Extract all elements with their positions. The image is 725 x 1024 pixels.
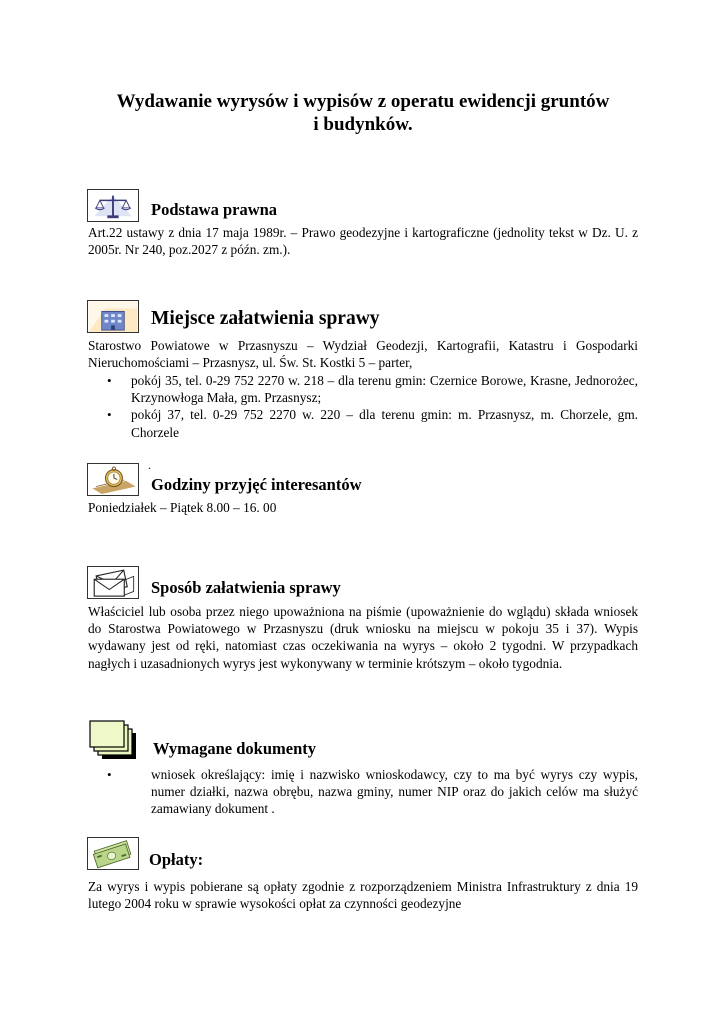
- banknotes-icon: [87, 837, 139, 870]
- procedure-heading: Sposób załatwienia sprawy: [151, 578, 341, 597]
- list-item: • pokój 35, tel. 0-29 752 2270 w. 218 – dla terenu gmin: Czernice Borowe, Krasne, Jednorożec, Krzynowłoga Mała, gm. Przasnysz;: [88, 372, 638, 406]
- rooms-list: [88, 372, 638, 441]
- title-line-2: i budynków.: [313, 114, 413, 135]
- trailing-dot: .: [148, 458, 151, 472]
- documents-list: [88, 766, 638, 818]
- procedure-text: Właściciel lub osoba przez niego upoważniona na piśmie (upoważnienie do wglądu) składa wniosek do Starostwa Powiatowego w Przasnyszu (druk wniosku na miejscu w pokoju 35 i 37). Wypis wydawany jest od ręki, natomiast czas oczekiwania na wyrys – około 2 tygodni. W przypadkach nagłych i uzasadnionych wyrys jest wykonywany w terminie krótszym – około tygodnia.: [88, 604, 638, 671]
- office-building-icon: [87, 300, 139, 333]
- hours-heading: Godziny przyjęć interesantów: [151, 475, 362, 494]
- documents-heading: Wymagane dokumenty: [153, 739, 317, 758]
- pocket-watch-icon: [87, 463, 139, 496]
- hours-text: Poniedziałek – Piątek 8.00 – 16. 00: [88, 500, 277, 515]
- fees-text: Za wyrys i wypis pobierane są opłaty zgodnie z rozporządzeniem Ministra Infrastruktury z dnia 19 lutego 2004 roku w sprawie wysokości opłat za czynności geodezyjne: [88, 879, 638, 912]
- document-title: [88, 90, 638, 136]
- envelopes-icon: [87, 566, 139, 599]
- title-line-1: Wydawanie wyrysów i wypisów z operatu ewidencji gruntów: [116, 91, 610, 112]
- place-text: Starostwo Powiatowe w Przasnyszu – Wydział Geodezji, Kartografii, Katastru i Gospodarki Nieruchomościami – Przasnysz, ul. Św. St. Kostki 5 – parter,: [88, 338, 638, 371]
- fees-heading: Opłaty:: [149, 850, 204, 869]
- document-stack-icon: [88, 719, 140, 761]
- scales-of-justice-icon: [87, 189, 139, 222]
- legal-basis-text: Art.22 ustawy z dnia 17 maja 1989r. – Prawo geodezyjne i kartograficzne (jednolity tekst w Dz. U. z 2005r. Nr 240, poz.2027 z późn. zm.).: [88, 225, 638, 258]
- list-item: • wniosek określający: imię i nazwisko wnioskodawcy, czy to ma być wyrys czy wypis, numer działki, nazwa obrębu, nazwa gminy, numer NIP oraz do jakich celów ma służyć zamawiany dokument .: [88, 766, 638, 818]
- list-item: • pokój 37, tel. 0-29 752 2270 w. 220 – dla terenu gmin: m. Przasnysz, m. Chorzele, gm. Chorzele: [88, 406, 638, 440]
- place-heading: Miejsce załatwienia sprawy: [151, 308, 380, 329]
- legal-basis-heading: Podstawa prawna: [151, 200, 278, 219]
